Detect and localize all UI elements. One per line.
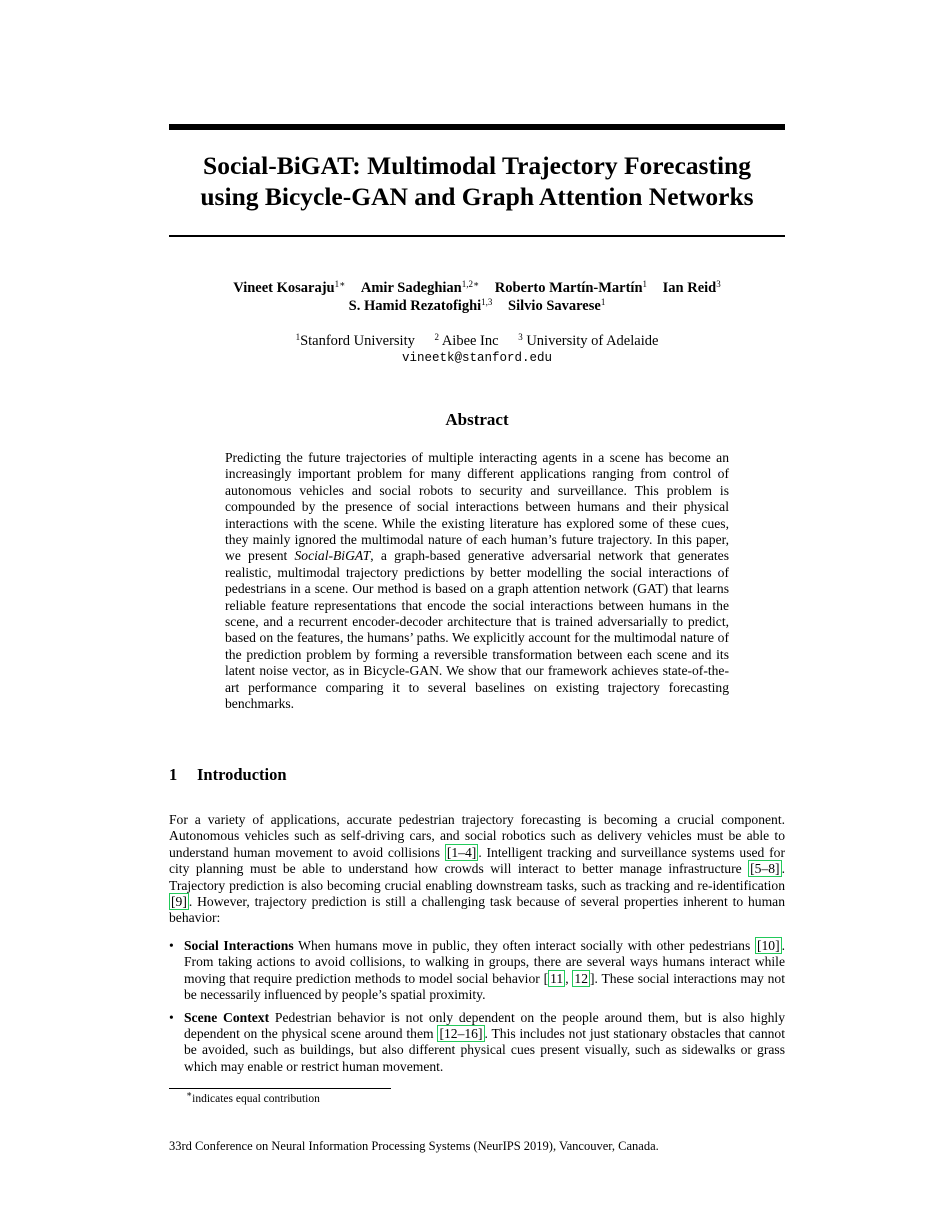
author: Silvio Savarese$^1$ — [508, 297, 606, 314]
citation-link[interactable]: [5–8] — [750, 861, 780, 877]
intro-paragraph: For a variety of applications, accurate pedestrian trajectory forecasting is becoming a crucial component. Autonomous vehicles such as self-driving cars, and social robotics such as delivery vehicles must be able to understand human movement to avoid collisions [1–4] . Intelligent tracking and surveillance systems used for city planning must be able to understand how crowds will interact to better manage infrastructure [5–8] . Trajectory prediction is also becoming crucial enabling downstream tasks, such as tracking and re-identification [9] . However, trajectory prediction is still a challenging task because of several properties inherent to human behavior: — [169, 812, 785, 926]
author: S. Hamid Rezatofighi$^{1,3}$ — [348, 297, 493, 314]
list-item: • Scene Context Pedestrian behavior is not only dependent on the people around them, but is also highly dependent on the physical scene around them [12–16] . This includes not just stationary obstacles that cannot be avoided, such as buildings, but also different physical cues present visually, such as sidewalks or grass which may enable or restrict human movement. — [169, 1009, 785, 1074]
abstract-heading: Abstract — [445, 410, 509, 429]
citation-link[interactable]: [12–16] — [439, 1026, 483, 1042]
citation-link[interactable]: 12 — [574, 970, 588, 986]
author-line-1 — [169, 279, 785, 297]
title-line-2: using Bicycle-GAN and Graph Attention Networks — [200, 182, 754, 211]
affiliation: $^3$ University of Adelaide — [518, 332, 659, 349]
section-heading: 1 Introduction — [169, 765, 287, 784]
citation-link[interactable]: [9] — [171, 894, 187, 910]
title-line-1: Social-BiGAT: Multimodal Trajectory Forecasting — [203, 151, 751, 180]
bullet-list — [169, 938, 785, 1081]
author: Amir Sadeghian$^{1,2∗}$ — [360, 279, 480, 296]
footnote: ∗indicates equal contribution — [186, 1089, 320, 1105]
affiliations — [169, 332, 785, 350]
conference-note: 33rd Conference on Neural Information Processing Systems (NeurIPS 2019), Vancouver, Canada. — [169, 1139, 659, 1153]
citation-link[interactable]: 11 — [550, 970, 564, 986]
title-rule-bottom — [169, 235, 785, 237]
author-email: vineetk@stanford.edu — [401, 351, 553, 365]
abstract-text: Predicting the future trajectories of multiple interacting agents in a scene has become an increasingly important problem for many different applications ranging from control of autonomous vehicles and social robots to security and surveillance. This problem is compounded by the presence of social interactions between humans and their physical interactions with the scene. While the existing literature has explored some of these cues, they mainly ignored the multimodal nature of each human’s future trajectory. In this paper, we present Social-BiGAT, a graph-based generative adversarial network that generates realistic, multimodal trajectory predictions by better modelling the social interactions of pedestrians in a scene. Our method is based on a graph attention network (GAT) that learns reliable feature representations that encode the social interactions between humans in the scene, and a recurrent encoder-decoder architecture that is trained adversarially to predict, based on the features, the humans’ paths. We explicitly account for the multimodal nature of the prediction problem by forming a reversible transformation between each scene and its latent noise vector, as in Bicycle-GAN. We show that our framework achieves state-of-the-art performance comparing it to several baselines on existing trajectory forecasting benchmarks. — [225, 450, 729, 712]
bullet-icon: • — [169, 1009, 174, 1025]
list-item: • Social Interactions When humans move in public, they often interact socially with other pedestrians [10] . From taking actions to avoid collisions, to walking in groups, there are several ways humans interact while moving that require prediction methods to model social behavior [ 11 , 12 ]. These social interactions may not be necessarily influenced by people’s spatial proximity. — [169, 938, 786, 1003]
affiliation: $^2$ Aibee Inc — [434, 332, 499, 349]
bullet-icon: • — [169, 938, 174, 953]
author: Vineet Kosaraju$^{1∗}$ — [233, 279, 346, 296]
method-name: Social-BiGAT — [294, 548, 371, 564]
author-list — [169, 279, 785, 315]
author: Ian Reid$^3$ — [662, 279, 721, 296]
footnote-rule — [169, 1088, 391, 1089]
citation-link[interactable]: [10] — [756, 938, 780, 953]
paper-title — [169, 150, 785, 212]
title-rule-top — [169, 124, 785, 130]
author-line-2 — [169, 297, 785, 315]
affiliation: $^1$Stanford University — [295, 332, 415, 349]
author: Roberto Martín-Martín$^1$ — [494, 279, 648, 296]
paper-page — [169, 0, 785, 1232]
citation-link[interactable]: [1–4] — [446, 844, 477, 860]
